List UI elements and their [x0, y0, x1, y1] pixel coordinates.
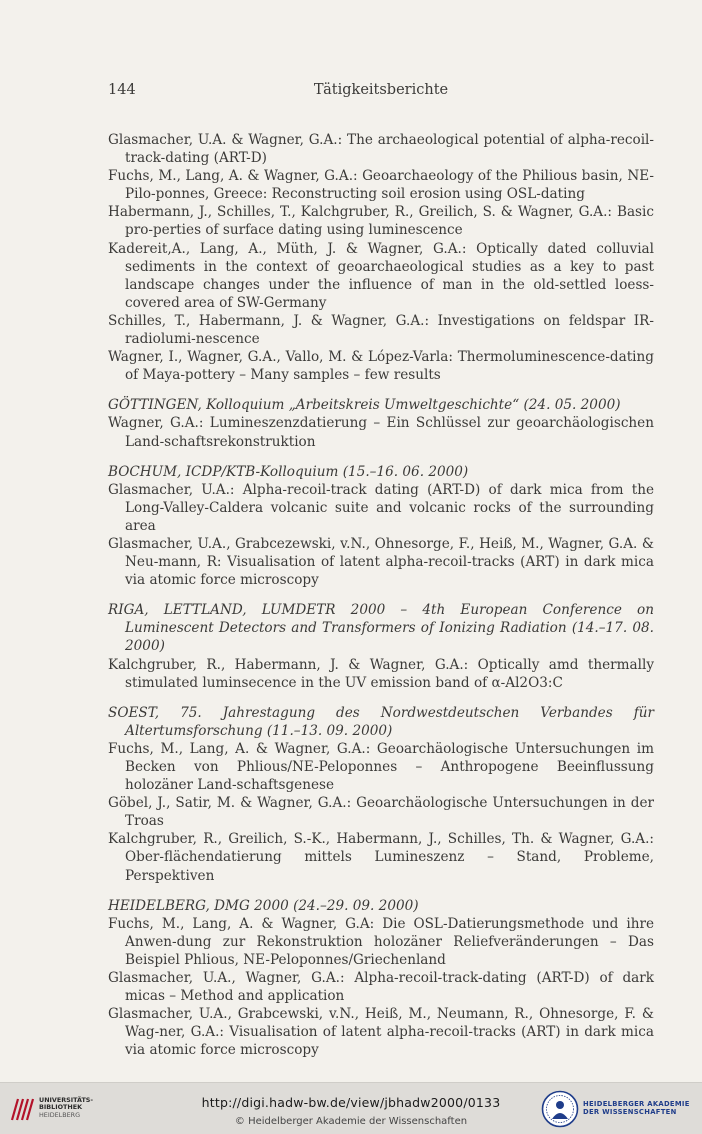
bibliography-entry: Fuchs, M., Lang, A. & Wagner, G.A.: Geoarchaeology of the Philious basin, NE-Pilo-ponnes, Greece: Reconstructing soil erosion using OSL-dating: [108, 168, 654, 203]
bibliography-entry: Fuchs, M., Lang, A. & Wagner, G.A: Die OSL-Datierungsmethode und ihre Anwen-dung zur Rekonstruktion holozäner Reliefveränderungen – Das Beispiel Phlious, NE-Peloponnes/Griechenland: [108, 915, 654, 968]
section-heading: HEIDELBERG, DMG 2000 (24.–29. 09. 2000): [108, 897, 419, 914]
university-library-label: UNIVERSITÄTS- BIBLIOTHEK HEIDELBERG: [39, 1096, 94, 1119]
bibliography-entry: Glasmacher, U.A., Grabcezewski, v.N., Ohnesorge, F., Heiß, M., Wagner, G.A. & Neu-mann, R: Visualisation of latent alpha-recoil-tracks (ART) in dark mica via atomic force microscopy: [108, 535, 654, 589]
bibliography-entry: Glasmacher, U.A. & Wagner, G.A.: The archaeological potential of alpha-recoil-track-dating (ART-D): [108, 132, 654, 167]
section-heading: SOEST, 75. Jahrestagung des Nordwestdeutschen Verbandes für Altertumsforschung (11.–13. 09. 2000): [108, 704, 654, 739]
report-body: [108, 131, 654, 1060]
bibliography-entry: Glasmacher, U.A., Wagner, G.A.: Alpha-recoil-track-dating (ART-D) of dark micas – Method and application: [108, 970, 654, 1005]
bibliography-entry: Glasmacher, U.A.: Alpha-recoil-track dating (ART-D) of dark mica from the Long-Valley-Caldera volcanic suite and volcanic rocks of the surrounding area: [108, 481, 654, 534]
academy-seal-icon: [541, 1090, 579, 1128]
bibliography-entry: Fuchs, M., Lang, A. & Wagner, G.A.: Geoarchäologische Untersuchungen im Becken von Phlious/NE-Peloponnes – Anthropogene Beeinflussung holozäner Land-schaftsgenese: [108, 740, 654, 794]
page-header: [108, 82, 654, 104]
academy-label: HEIDELBERGER AKADEMIE DER WISSENSCHAFTEN: [583, 1100, 690, 1117]
page-number: 144: [108, 82, 136, 98]
section-heading: BOCHUM, ICDP/KTB-Kolloquium (15.–16. 06. 2000): [108, 463, 469, 480]
footer-bar: [0, 1082, 702, 1134]
section-heading: GÖTTINGEN, Kolloquium „Arbeitskreis Umweltgeschichte“ (24. 05. 2000): [108, 397, 621, 414]
bibliography-entry: Wagner, G.A.: Lumineszenzdatierung – Ein Schlüssel zur geoarchäologischen Land-schaftsrekonstruktion: [108, 415, 654, 450]
bibliography-entry: Glasmacher, U.A., Grabcewski, v.N., Heiß, M., Neumann, R., Ohnesorge, F. & Wag-ner, G.A.: Visualisation of latent alpha-recoil-tracks (ART) in dark mica via atomic force microscopy: [108, 1006, 654, 1059]
bibliography-entry: Wagner, I., Wagner, G.A., Vallo, M. & López-Varla: Thermoluminescence-dating of Maya-pottery – Many samples – few results: [108, 349, 654, 384]
copyright-notice: © Heidelberger Akademie der Wissenschaften: [234, 1116, 468, 1127]
bibliography-entry: Habermann, J., Schilles, T., Kalchgruber, R., Greilich, S. & Wagner, G.A.: Basic pro-perties of surface dating using luminescence: [108, 204, 654, 239]
permalink-url[interactable]: http://digi.hadw-bw.de/view/jbhadw2000/0133: [201, 1095, 501, 1110]
bibliography-entry: Kadereit,A., Lang, A., Müth, J. & Wagner, G.A.: Optically dated colluvial sediments in the context of geoarchaeological studies as a key to past landscape changes under the influence of man in the old-settled loess-covered area of SW-Germany: [108, 240, 654, 311]
section-heading: RIGA, LETTLAND, LUMDETR 2000 – 4th European Conference on Luminescent Detectors and Transformers of Ionizing Radiation (14.–17. 08. 2000): [108, 602, 654, 655]
bibliography-entry: Schilles, T., Habermann, J. & Wagner, G.A.: Investigations on feldspar IR-radiolumi-nescence: [108, 312, 654, 348]
bibliography-entry: Göbel, J., Satir, M. & Wagner, G.A.: Geoarchäologische Untersuchungen in der Troas: [108, 795, 654, 830]
bibliography-entry: Kalchgruber, R., Greilich, S.-K., Habermann, J., Schilles, Th. & Wagner, G.A.: Ober-flächendatierung mittels Lumineszenz – Stand, Probleme, Perspektiven: [108, 831, 654, 884]
bibliography-entry: Kalchgruber, R., Habermann, J. & Wagner, G.A.: Optically amd thermally stimulated luminsecence in the UV emission band of α-Al2O3:C: [108, 656, 654, 691]
running-title: Tätigkeitsberichte: [313, 82, 449, 98]
